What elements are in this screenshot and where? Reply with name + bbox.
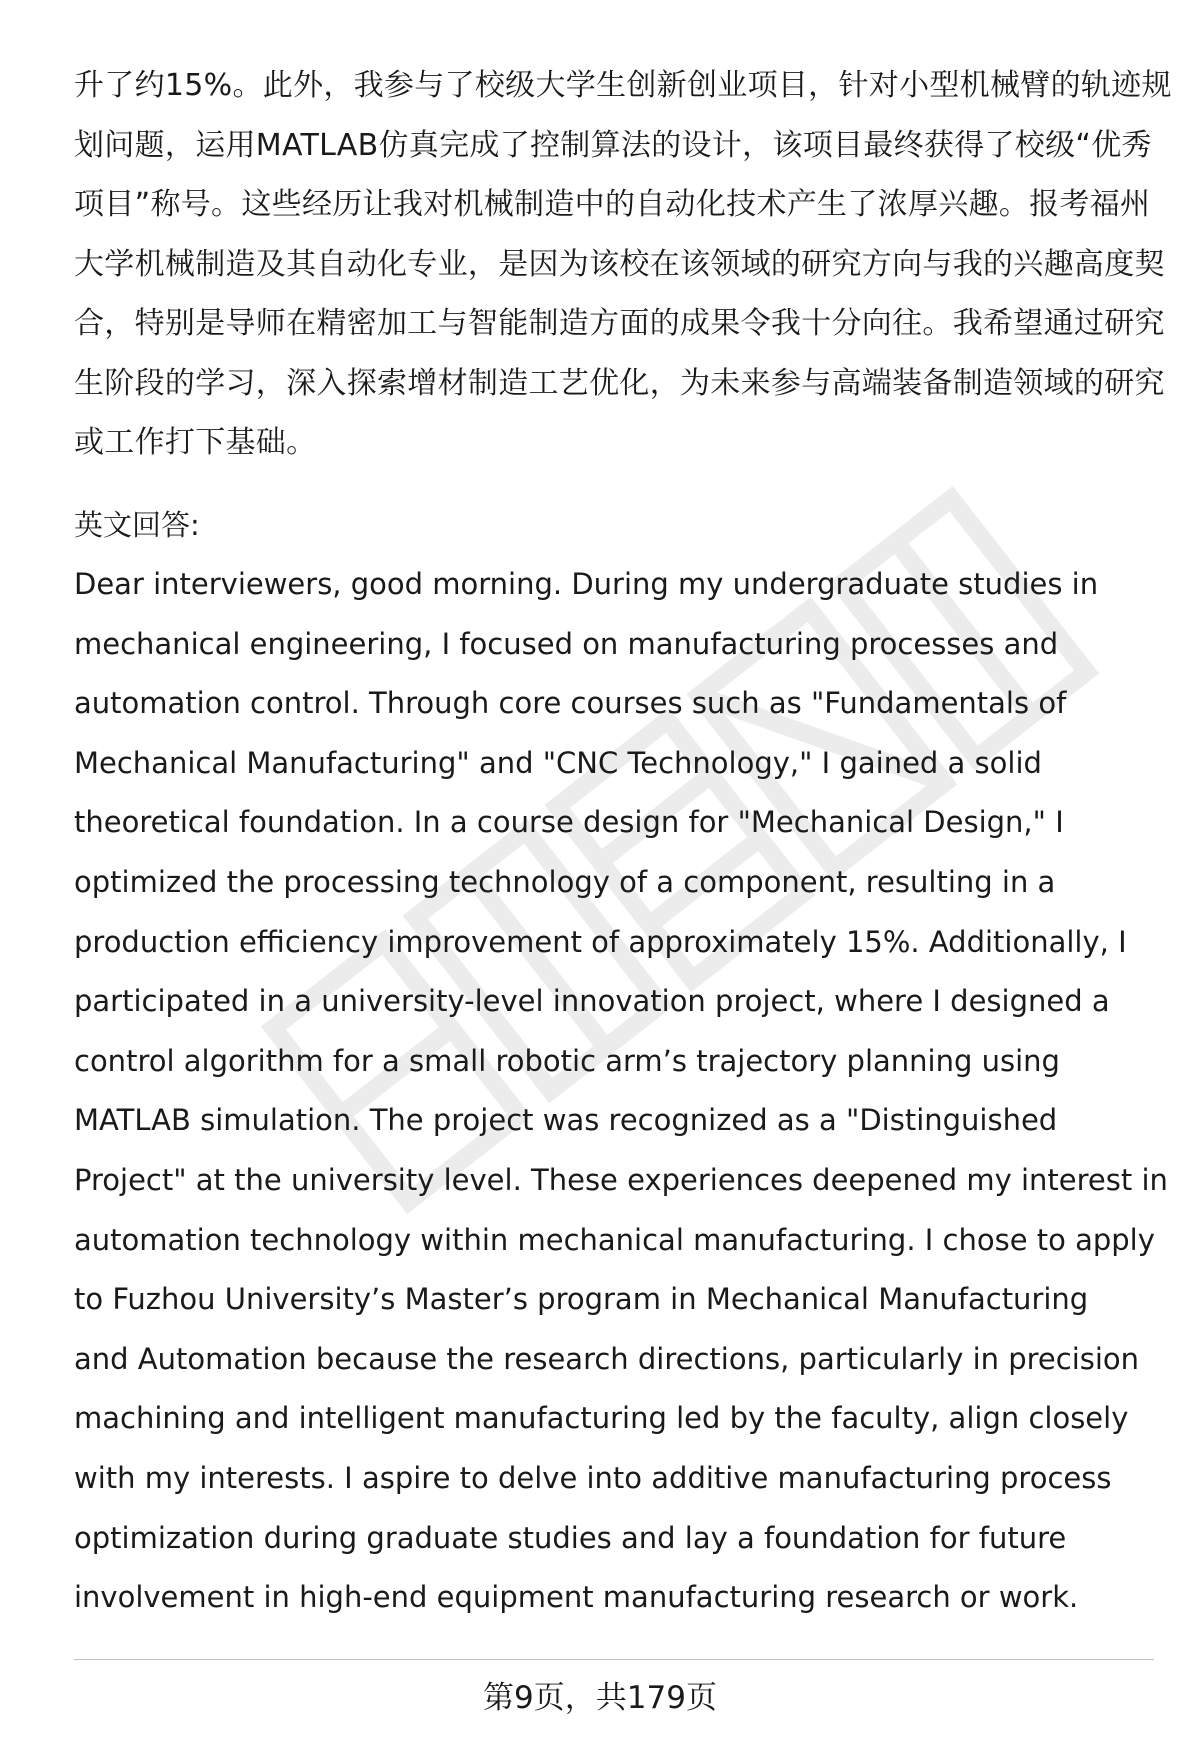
english-answer-paragraph bbox=[74, 555, 1168, 1628]
english-line: optimized the processing technology of a component, resulting in a bbox=[74, 864, 1056, 899]
english-answer-heading: 英文回答: bbox=[74, 507, 200, 542]
chinese-line: 或工作打下基础。 bbox=[74, 425, 317, 460]
english-line: Project" at the university level. These experiences deepened my interest in bbox=[74, 1162, 1168, 1197]
english-line: machining and intelligent manufacturing led by the faculty, align closely bbox=[74, 1401, 1129, 1436]
english-line: and Automation because the research directions, particularly in precision bbox=[74, 1341, 1140, 1376]
chinese-line: 大学机械制造及其自动化专业，是因为该校在该领域的研究方向与我的兴趣高度契 bbox=[74, 246, 1165, 282]
english-line: with my interests. I aspire to delve into additive manufacturing process bbox=[74, 1460, 1112, 1495]
english-line: mechanical engineering, I focused on manufacturing processes and bbox=[74, 626, 1059, 661]
chinese-line: 划问题，运用MATLAB仿真完成了控制算法的设计，该项目最终获得了校级“优秀 bbox=[74, 127, 1152, 163]
english-line: MATLAB simulation. The project was recognized as a "Distinguished bbox=[74, 1103, 1058, 1138]
chinese-line: 项目”称号。这些经历让我对机械制造中的自动化技术产生了浓厚兴趣。报考福州 bbox=[74, 187, 1151, 222]
chinese-line: 升了约15%。此外，我参与了校级大学生创新创业项目，针对小型机械臂的轨迹规 bbox=[74, 68, 1172, 103]
chinese-line: 生阶段的学习，深入探索增材制造工艺优化，为未来参与高端装备制造领域的研究 bbox=[74, 365, 1165, 401]
english-line: theoretical foundation. In a course design for "Mechanical Design," I bbox=[74, 805, 1064, 840]
english-line: control algorithm for a small robotic arm’s trajectory planning using bbox=[74, 1043, 1060, 1078]
english-line: automation technology within mechanical manufacturing. I chose to apply bbox=[74, 1222, 1155, 1257]
english-line: automation control. Through core courses such as "Fundamentals of bbox=[74, 686, 1067, 721]
chinese-answer-paragraph bbox=[74, 56, 1172, 473]
english-line: production efficiency improvement of approximately 15%. Additionally, I bbox=[74, 924, 1127, 959]
english-line: optimization during graduate studies and lay a foundation for future bbox=[74, 1520, 1067, 1555]
chinese-line: 合，特别是导师在精密加工与智能制造方面的成果令我十分向往。我希望通过研究 bbox=[74, 306, 1165, 341]
english-line: involvement in high-end equipment manufacturing research or work. bbox=[74, 1580, 1079, 1615]
footer-divider bbox=[74, 1659, 1154, 1660]
main-content bbox=[74, 56, 1172, 1628]
english-line: Mechanical Manufacturing" and "CNC Technology," I gained a solid bbox=[74, 745, 1042, 780]
english-line: to Fuzhou University’s Master’s program in Mechanical Manufacturing bbox=[74, 1282, 1089, 1317]
english-line: participated in a university-level innovation project, where I designed a bbox=[74, 984, 1110, 1019]
english-line: Dear interviewers, good morning. During my undergraduate studies in bbox=[74, 567, 1099, 601]
page-number: 第9页，共179页 bbox=[483, 1680, 717, 1716]
